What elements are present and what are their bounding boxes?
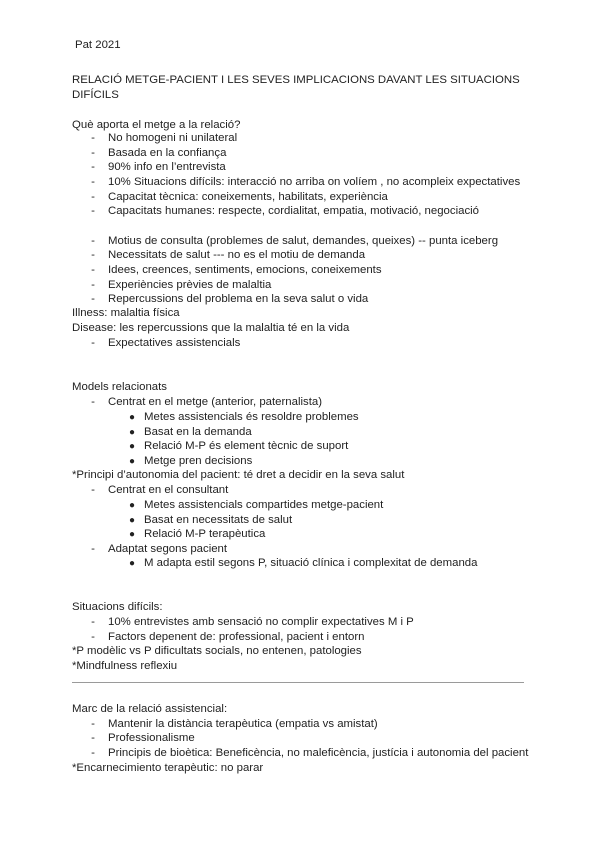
dash-marker: - [91,337,95,349]
horizontal-divider [72,682,524,683]
bullet-marker: ● [128,529,136,540]
list-item: Relació M-P terapèutica [144,528,266,540]
bullet-marker: ● [128,456,136,467]
list-item: Basat en necessitats de salut [144,514,293,526]
dash-marker: - [91,747,95,759]
list-item: Idees, creences, sentiments, emocions, coneixements [108,264,382,276]
page-title-line-1: RELACIÓ METGE-PACIENT I LES SEVES IMPLICACIONS DAVANT LES SITUACIONS [72,74,520,86]
note-line: *P modèlic vs P dificultats socials, no entenen, patologies [72,645,362,657]
list-item: 10% entrevistes amb sensació no complir expectatives M i P [108,616,414,628]
bullet-marker: ● [128,558,136,569]
dash-marker: - [91,543,95,555]
bullet-marker: ● [128,515,136,526]
dash-marker: - [91,176,95,188]
list-item: No homogeni ni unilateral [108,132,238,144]
list-item: M adapta estil segons P, situació clínica i complexitat de demanda [144,557,478,569]
header-label: Pat 2021 [75,39,121,51]
dash-marker: - [91,161,95,173]
note-line: *Encarnecimiento terapèutic: no parar [72,762,264,774]
dash-marker: - [91,293,95,305]
bullet-marker: ● [128,441,136,452]
bullet-marker: ● [128,427,136,438]
list-item: Metes assistencials és resoldre problemes [144,411,359,423]
disease-definition: Disease: les repercussions que la malaltia té en la vida [72,322,350,334]
list-item: Mantenir la distància terapèutica (empatia vs amistat) [108,718,378,730]
page-title-line-2: DIFÍCILS [72,89,119,101]
illness-definition: Illness: malaltia física [72,307,180,319]
section-heading: Què aporta el metge a la relació? [72,119,241,131]
list-item: Capacitats humanes: respecte, cordialitat, empatia, motivació, negociació [108,205,480,217]
list-item: Professionalisme [108,732,195,744]
list-item: Motius de consulta (problemes de salut, demandes, queixes) -- punta iceberg [108,235,499,247]
model-label: Centrat en el metge (anterior, paternalista) [108,396,323,408]
list-item: Metes assistencials compartides metge-pacient [144,499,384,511]
dash-marker: - [91,484,95,496]
dash-marker: - [91,191,95,203]
bullet-marker: ● [128,500,136,511]
list-item: Basat en la demanda [144,426,252,438]
list-item: Capacitat tècnica: coneixements, habilitats, experiència [108,191,388,203]
list-item: Principis de bioètica: Beneficència, no maleficència, justícia i autonomia del pacient [108,747,529,759]
autonomy-note: *Principi d’autonomia del pacient: té dret a decidir en la seva salut [72,469,405,481]
dash-marker: - [91,616,95,628]
list-item: Metge pren decisions [144,455,253,467]
bullet-marker: ● [128,412,136,423]
note-line: *Mindfulness reflexiu [72,660,178,672]
list-item: Relació M-P és element tècnic de suport [144,440,349,452]
dash-marker: - [91,718,95,730]
dash-marker: - [91,147,95,159]
dash-marker: - [91,732,95,744]
list-item: 10% Situacions difícils: interacció no arriba on volíem , no acompleix expectatives [108,176,521,188]
list-item: Expectatives assistencials [108,337,241,349]
dash-marker: - [91,132,95,144]
dash-marker: - [91,631,95,643]
dash-marker: - [91,396,95,408]
section-heading: Situacions difícils: [72,601,163,613]
list-item: Experiències prèvies de malaltia [108,279,272,291]
dash-marker: - [91,264,95,276]
list-item: Necessitats de salut --- no es el motiu de demanda [108,249,366,261]
dash-marker: - [91,235,95,247]
section-heading: Marc de la relació assistencial: [72,703,228,715]
list-item: Repercussions del problema en la seva salut o vida [108,293,369,305]
list-item: Basada en la confiança [108,147,227,159]
dash-marker: - [91,249,95,261]
dash-marker: - [91,205,95,217]
model-label: Centrat en el consultant [108,484,229,496]
list-item: Factors depenent de: professional, pacient i entorn [108,631,365,643]
list-item: 90% info en l’entrevista [108,161,226,173]
dash-marker: - [91,279,95,291]
section-heading: Models relacionats [72,381,167,393]
model-label: Adaptat segons pacient [108,543,228,555]
